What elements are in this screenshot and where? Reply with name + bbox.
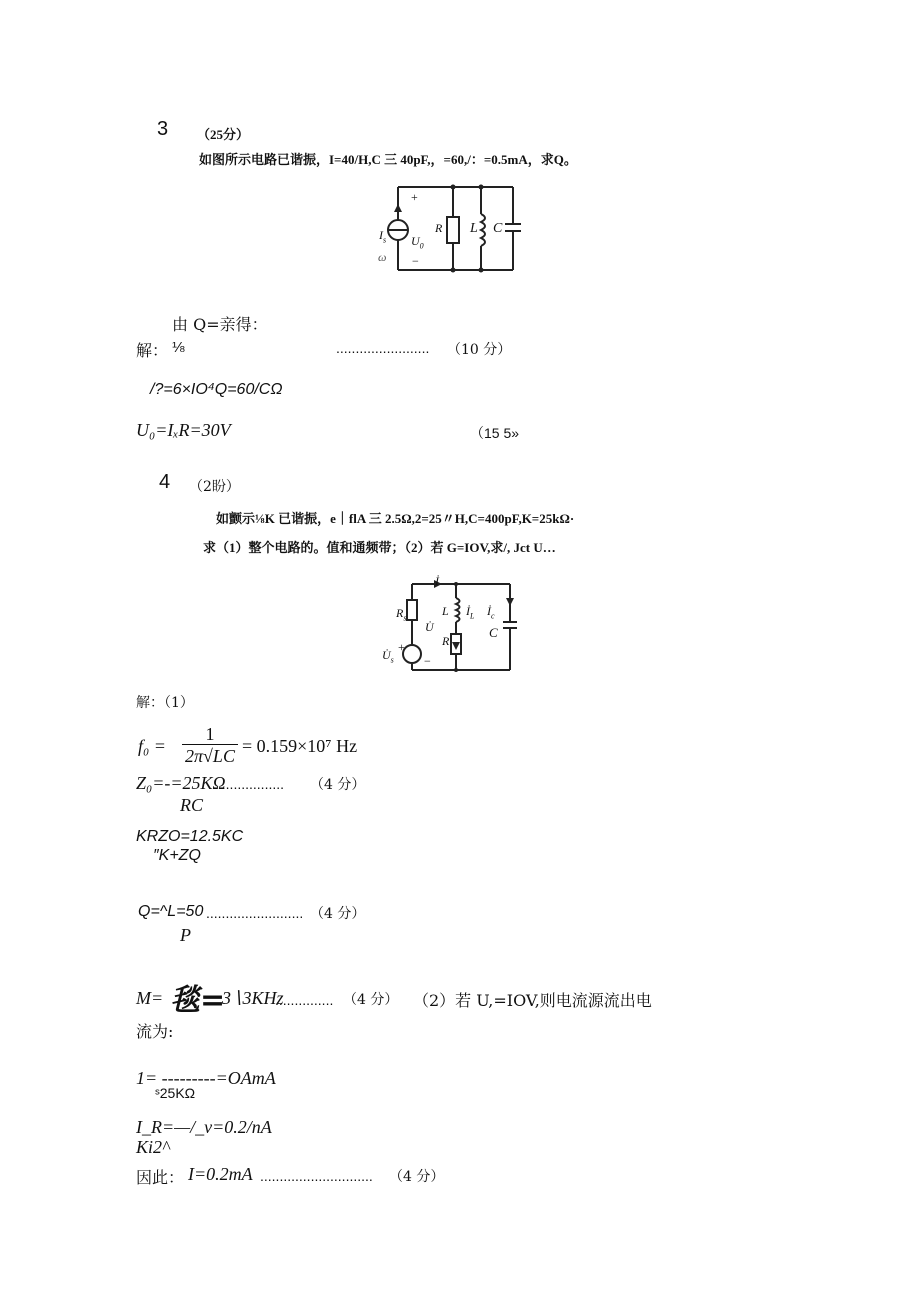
m-big: 毯= — [170, 983, 226, 1018]
omega-label: ω — [378, 250, 387, 264]
arrow-down-icon — [452, 642, 460, 650]
problem-3-sol-line1: ⅛ — [172, 339, 185, 356]
m-score: （4 分） — [343, 992, 399, 1008]
u0-label: U — [411, 234, 420, 248]
us-label: U̇ — [382, 648, 391, 662]
q-line: Q=^L=50 — [138, 903, 204, 920]
conclusion-score: （4 分） — [389, 1169, 445, 1185]
problem-3-line-2: /?=6×IO⁴Q=60/CΩ — [150, 381, 283, 398]
problem-3-line-3: U₀=IₓR=30V — [136, 420, 231, 440]
krzo-line: KRZO=12.5KC — [136, 828, 244, 845]
problem-4-number: 4 — [159, 471, 171, 493]
l-label-2: L — [442, 604, 449, 618]
problem-3-solution-label: 解： — [136, 341, 169, 360]
rs-label: R — [396, 606, 404, 620]
q-dots: ......................... — [206, 905, 304, 921]
minus-label: − — [412, 254, 419, 268]
r-label: R — [435, 221, 443, 235]
problem-4-solution-label: 解：（1） — [136, 695, 194, 711]
problem-4-statement-1: 如颤示⅛K 已谐振，e｜flA 三 2.5Ω,2=25〃H,C=400pF,K=25kΩ· — [216, 511, 575, 526]
c-label: C — [493, 221, 503, 236]
f0-lhs: f₀ = — [138, 736, 166, 756]
conclusion-dots: ............................. — [260, 1168, 373, 1184]
ic-label: İ — [487, 604, 491, 618]
c-label-2: C — [489, 625, 498, 640]
plus-label-2: + — [398, 640, 405, 654]
source-label: I — [379, 228, 383, 242]
q-score: （4 分） — [310, 906, 366, 922]
m-lhs: M= — [136, 988, 164, 1008]
l-label: L — [470, 221, 478, 236]
problem-3-statement: 如图所示电路已谐振，I=40/H,C 三 40pF,，=60,/：=0.5mA，求Q。 — [199, 152, 577, 167]
problem-3-points: （25分） — [197, 127, 250, 142]
m-rhs: 3∖3KHz — [222, 988, 284, 1008]
z0-dots: .................. — [214, 776, 285, 792]
plus-label: + — [411, 190, 418, 204]
m-part2: （2）若 U,=IOV,则电流源流出电 — [413, 991, 652, 1010]
minus-label-2: − — [424, 654, 431, 668]
conclusion-label: 因此： — [136, 1168, 185, 1187]
problem-4-points: （2盼） — [189, 479, 240, 495]
flow-line: 流为: — [136, 1022, 174, 1041]
ir-line: I_R=—/_v=0.2/nA — [136, 1117, 272, 1137]
f0-rhs: = 0.159×10⁷ Hz — [242, 736, 358, 756]
problem-3-dots: ........................ — [336, 340, 430, 356]
arrow-up-icon — [394, 204, 402, 212]
z0-line: Z₀=-=25KΩ — [136, 773, 226, 793]
i-denominator: ˢ25KΩ — [155, 1085, 196, 1101]
z0-score: （4 分） — [310, 777, 366, 793]
krzo-denominator: ″K+ZQ — [153, 847, 201, 864]
problem-3-number: 3 — [157, 118, 169, 140]
voltage-source-icon — [403, 645, 421, 663]
ir-denominator: Ki2^ — [136, 1137, 170, 1157]
problem-3-circuit — [368, 182, 528, 280]
problem-4-circuit — [372, 578, 522, 676]
f0-fraction: 1 2π√LC — [182, 724, 238, 767]
problem-3-score-2: （15 5» — [470, 425, 520, 441]
problem-3-q-formula: 由 Q=亲得： — [172, 315, 268, 334]
m-dots: ............... — [275, 992, 334, 1008]
u-label: U̇ — [425, 620, 434, 634]
q-denominator: P — [180, 925, 191, 945]
conclusion-value: I=0.2mA — [188, 1164, 253, 1184]
arrow-down-icon — [506, 598, 514, 606]
problem-4-statement-2: 求（1）整个电路的。值和通频带；（2）若 G=IOV,求/, Jct U… — [203, 540, 556, 555]
r-label-2: R — [442, 634, 450, 648]
il-label: İ — [466, 604, 470, 618]
i-top-label: İ — [435, 574, 439, 588]
i-line: 1= ---------=OAmA — [136, 1068, 276, 1088]
problem-3-score-1: （10 分） — [447, 342, 512, 358]
z0-denominator: RC — [180, 795, 204, 815]
